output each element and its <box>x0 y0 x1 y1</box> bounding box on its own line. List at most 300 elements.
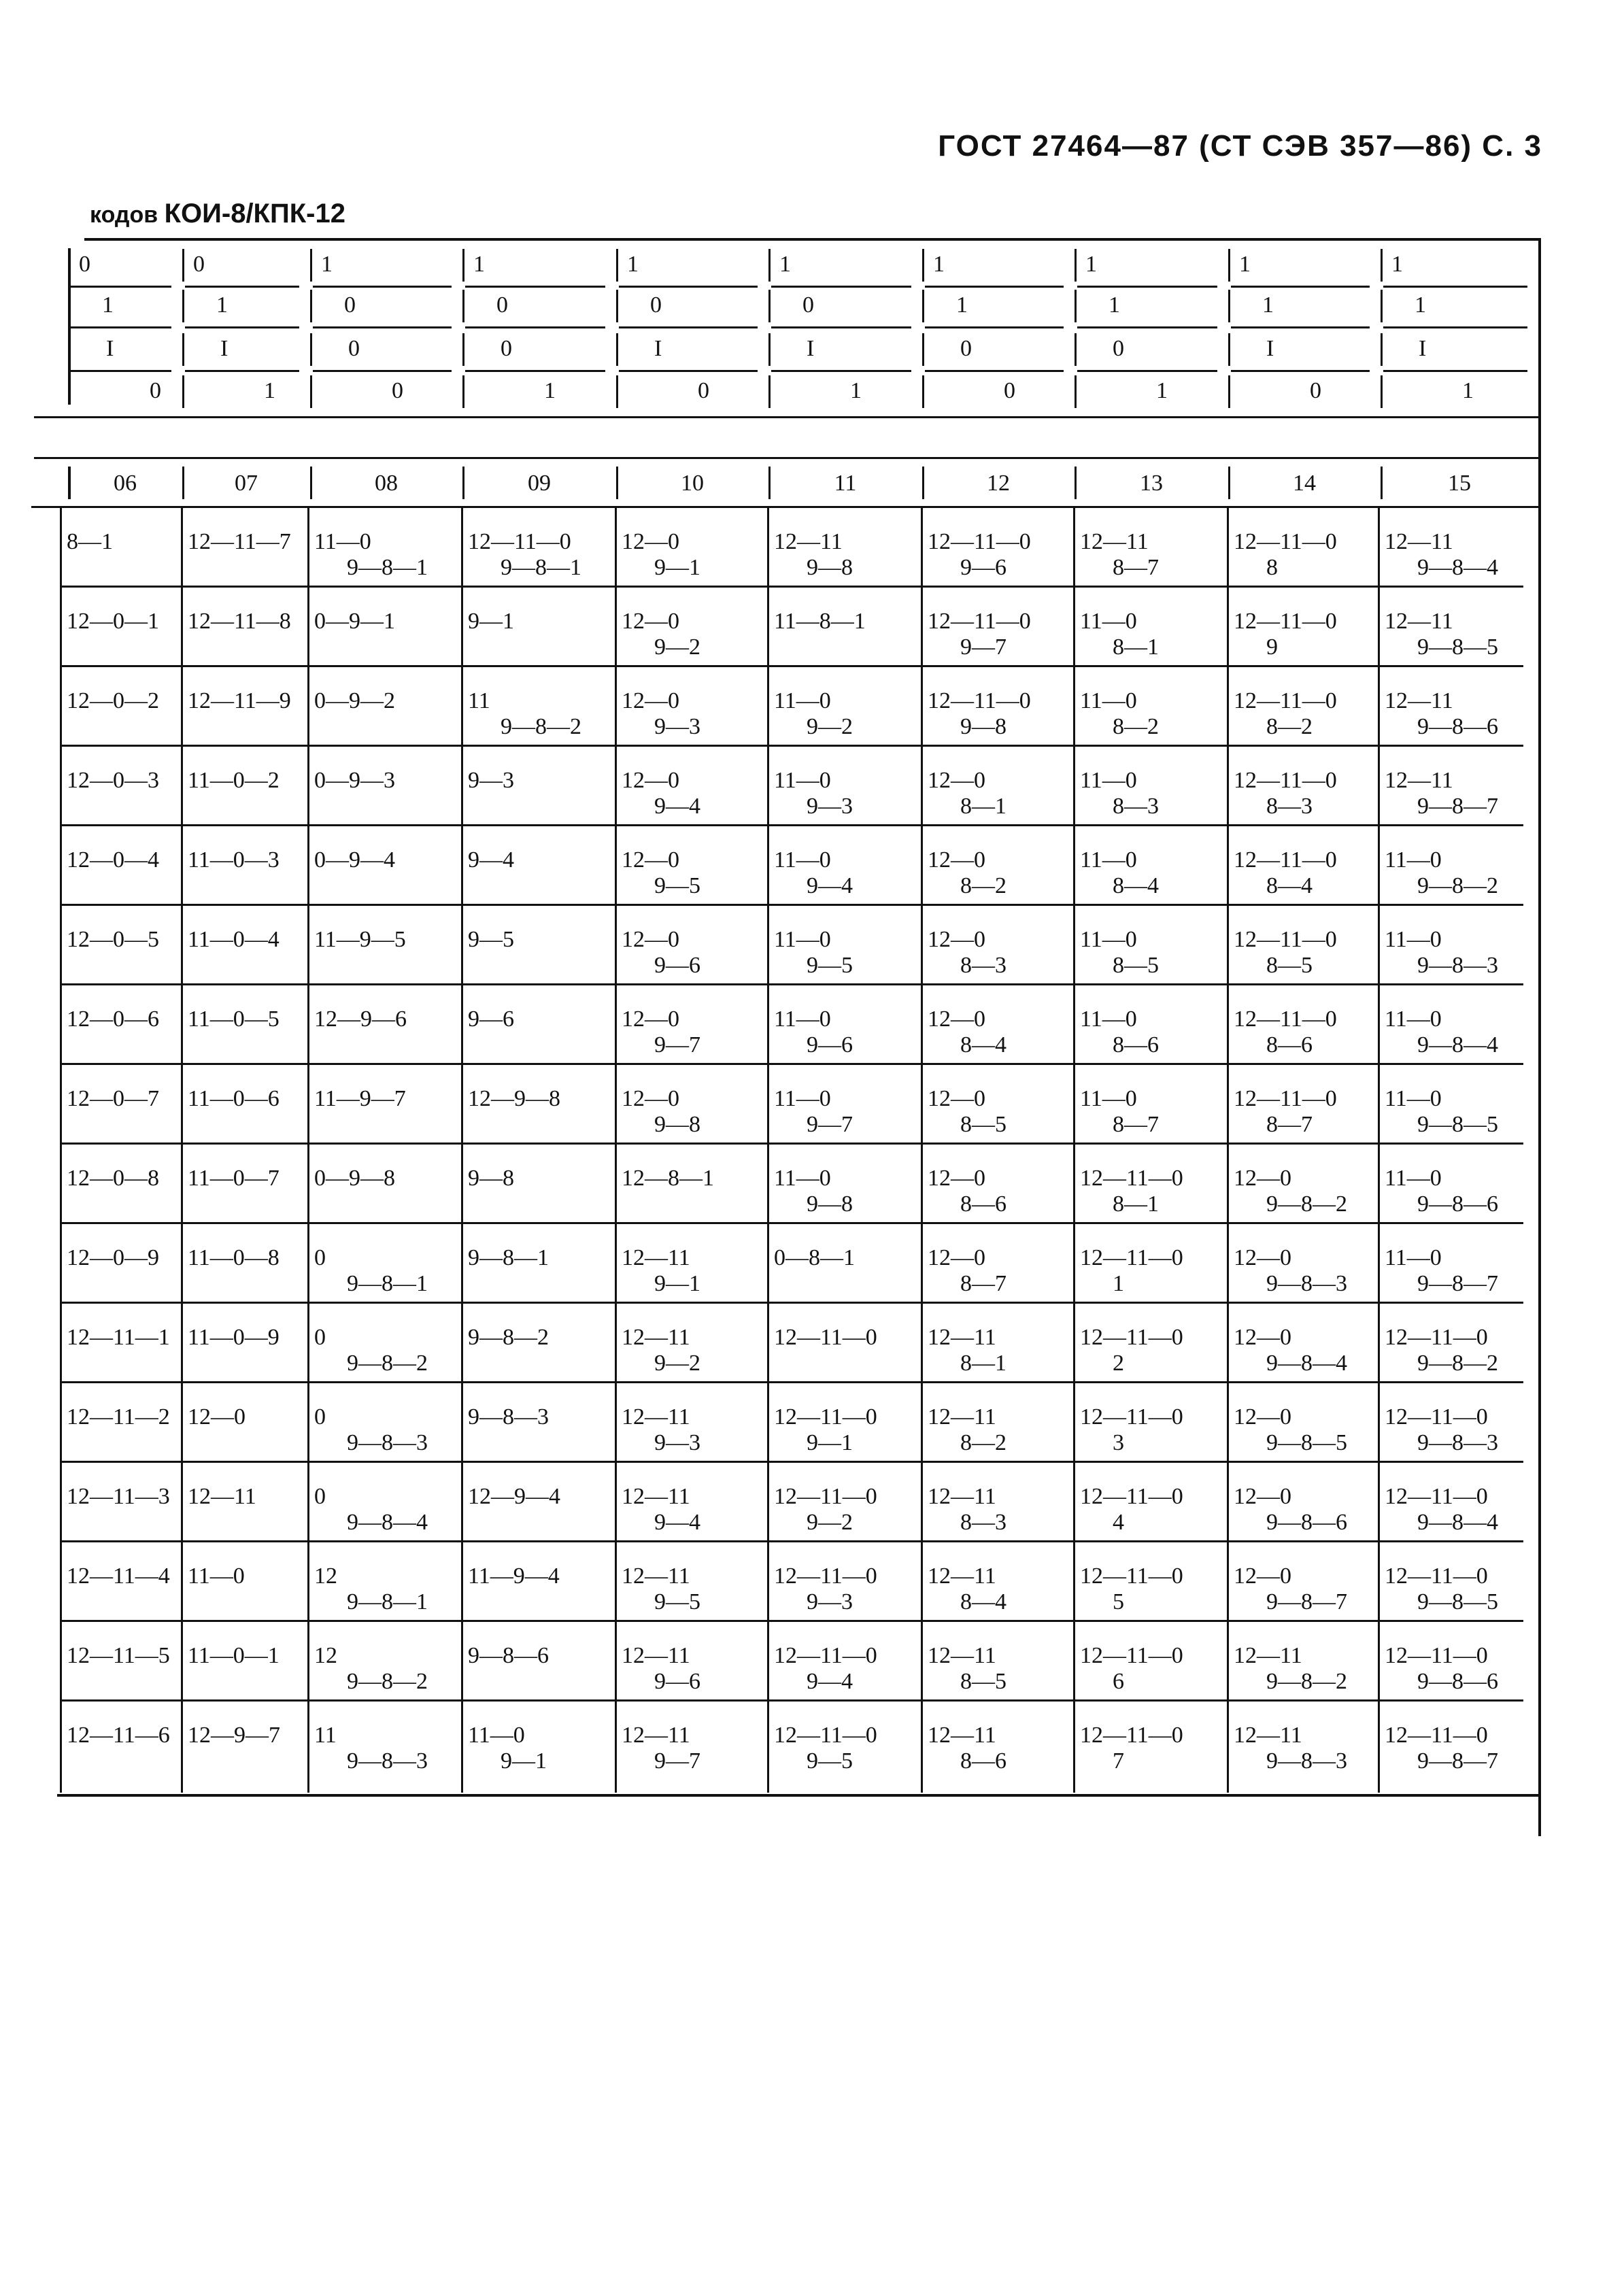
code-cell <box>468 847 514 873</box>
bit-underline <box>771 326 911 328</box>
column-number: 07 <box>235 471 258 496</box>
bit-divider <box>922 290 924 322</box>
code-line-1: 12—9—8 <box>468 1086 560 1111</box>
code-cell <box>188 1086 280 1112</box>
code-line-1: 11—0 <box>1080 927 1137 952</box>
code-line-2: 9—8—7 <box>1417 1748 1498 1774</box>
column-number-divider <box>182 467 184 499</box>
caption-name: КОИ-8/КПК-12 <box>164 199 345 228</box>
code-cell <box>67 1325 170 1351</box>
code-cell <box>314 927 406 953</box>
code-cell <box>1080 1166 1183 1217</box>
code-cell <box>314 1643 428 1695</box>
bit-value: 0 <box>344 292 356 318</box>
code-line-1: 12—11—0 <box>774 1643 877 1668</box>
code-cell <box>67 529 113 555</box>
code-line-2: 9—8—4 <box>347 1510 428 1535</box>
bit-value: 1 <box>1262 292 1274 318</box>
code-cell <box>774 1166 853 1217</box>
code-cell <box>314 1404 428 1456</box>
code-cell <box>67 1245 159 1271</box>
code-line-2: 9—8—7 <box>1417 794 1498 819</box>
bit-value: 1 <box>544 378 556 403</box>
code-cell <box>188 927 280 953</box>
code-cell <box>188 1723 280 1748</box>
code-line-2: 8—6 <box>960 1191 1006 1217</box>
bit-underline <box>925 326 1064 328</box>
bit-divider <box>1381 249 1383 282</box>
column-number: 12 <box>987 471 1010 496</box>
code-cell <box>1234 1643 1347 1695</box>
code-cell <box>1080 1723 1183 1774</box>
code-line-1: 12—0 <box>928 1245 985 1270</box>
code-line-1: 12—11 <box>928 1563 996 1589</box>
grid-row-line <box>60 665 1523 667</box>
code-cell <box>1080 1325 1183 1376</box>
code-cell <box>928 927 1006 979</box>
code-line-1: 12—11—5 <box>67 1643 170 1668</box>
bit-divider <box>1381 375 1383 408</box>
code-cell <box>1234 1006 1337 1058</box>
code-line-2: 9—3 <box>654 1430 700 1455</box>
code-line-1: 11—0 <box>1080 688 1137 713</box>
code-cell <box>1234 1245 1347 1297</box>
code-line-2: 9—7 <box>960 634 1006 660</box>
bit-value: I <box>807 336 815 361</box>
code-cell <box>1234 1325 1347 1376</box>
bit-underline <box>71 326 171 328</box>
code-line-2: 9—8—4 <box>1417 1510 1498 1535</box>
code-cell <box>622 1404 700 1456</box>
code-line-2: 9—8—4 <box>1417 1032 1498 1057</box>
bit-value: 1 <box>1085 252 1097 277</box>
code-cell <box>1234 1484 1347 1536</box>
code-cell <box>774 529 853 581</box>
code-line-2: 9—2 <box>807 1510 853 1535</box>
code-line-1: 12—11—0 <box>1080 1484 1183 1509</box>
code-line-2: 9—8—5 <box>1417 634 1498 660</box>
column-number-divider <box>1228 467 1230 499</box>
grid-row-line <box>60 1381 1523 1383</box>
bit-divider <box>768 290 771 322</box>
num-bottom-rule <box>31 506 1540 508</box>
code-cell <box>1385 1563 1498 1615</box>
code-line-1: 12—0—1 <box>67 609 159 634</box>
column-number-divider <box>1075 467 1077 499</box>
code-cell <box>774 768 853 819</box>
code-cell <box>188 1404 246 1430</box>
code-line-2: 9—8 <box>654 1112 700 1137</box>
bit-value: 0 <box>1113 336 1124 361</box>
code-cell <box>1080 1086 1159 1138</box>
code-cell <box>622 1563 700 1615</box>
code-line-2: 7 <box>1113 1748 1124 1774</box>
code-cell <box>1234 1166 1347 1217</box>
code-cell <box>67 1166 159 1191</box>
bit-value: 1 <box>1462 378 1474 403</box>
code-line-2: 8—1 <box>960 1351 1006 1376</box>
code-line-2: 8—1 <box>960 794 1006 819</box>
code-cell <box>1385 1166 1498 1217</box>
code-line-2: 8—1 <box>1113 1191 1159 1217</box>
code-line-1: 12 <box>314 1563 337 1589</box>
code-line-1: 12—11—0 <box>774 1325 877 1350</box>
code-line-1: 12—11 <box>1385 688 1453 713</box>
code-cell <box>774 1086 853 1138</box>
bit-value: 0 <box>150 378 161 403</box>
code-line-1: 12—0 <box>928 768 985 793</box>
num-top-rule <box>34 457 1540 459</box>
code-line-1: 12—11 <box>928 1484 996 1509</box>
code-line-2: 8 <box>1266 555 1278 580</box>
code-line-1: 12—11 <box>928 1325 996 1350</box>
code-line-1: 12—11—2 <box>67 1404 170 1429</box>
bit-divider <box>1228 375 1230 408</box>
code-cell <box>1385 1484 1498 1536</box>
bit-divider <box>1075 290 1077 322</box>
code-line-2: 9—8—5 <box>1266 1430 1347 1455</box>
code-line-1: 12—11—0 <box>1234 847 1337 873</box>
code-line-1: 0—9—4 <box>314 847 395 873</box>
code-line-2: 9—5 <box>807 953 853 978</box>
bit-divider <box>182 375 184 408</box>
code-line-1: 12—0—6 <box>67 1006 159 1032</box>
code-line-2: 9—6 <box>654 1669 700 1694</box>
code-cell <box>314 1245 428 1297</box>
code-line-1: 11—0—6 <box>188 1086 280 1111</box>
bit-value: 0 <box>496 292 508 318</box>
column-number: 09 <box>528 471 551 496</box>
code-line-2: 9—8—3 <box>1417 953 1498 978</box>
code-line-2: 2 <box>1113 1351 1124 1376</box>
code-cell <box>774 847 853 899</box>
code-cell <box>774 927 853 979</box>
bit-value: 1 <box>1156 378 1168 403</box>
bit-underline <box>465 326 605 328</box>
code-cell <box>622 1484 700 1536</box>
code-cell <box>468 1245 549 1271</box>
code-line-2: 9—7 <box>654 1032 700 1057</box>
grid-row-line <box>60 1461 1523 1463</box>
code-cell <box>1385 609 1498 660</box>
code-line-1: 12—11 <box>1385 609 1453 634</box>
code-line-1: 12—0—8 <box>67 1166 159 1191</box>
bit-divider <box>1228 290 1230 322</box>
code-cell <box>1080 927 1159 979</box>
bit-divider <box>922 249 924 282</box>
code-line-2: 9—4 <box>807 1669 853 1694</box>
bit-divider <box>462 249 464 282</box>
code-line-2: 6 <box>1113 1669 1124 1694</box>
code-line-1: 12—0 <box>928 847 985 873</box>
code-cell <box>1234 847 1337 899</box>
code-line-1: 11—0 <box>1080 609 1137 634</box>
grid-row-line <box>60 824 1523 826</box>
grid-column-line <box>1073 506 1075 1793</box>
bit-divider <box>1228 249 1230 282</box>
code-line-1: 12—11—0 <box>468 529 571 554</box>
code-line-2: 9—2 <box>654 634 700 660</box>
code-line-2: 9—8—2 <box>347 1669 428 1694</box>
code-line-1: 11—0 <box>1385 847 1442 873</box>
code-line-1: 12—0 <box>928 927 985 952</box>
code-line-1: 12—11—6 <box>67 1723 170 1748</box>
bit-underline <box>1077 326 1217 328</box>
code-line-1: 12—0 <box>622 1086 679 1111</box>
code-cell <box>468 1086 560 1112</box>
code-line-1: 12—11—0 <box>774 1484 877 1509</box>
code-line-1: 11—0 <box>774 1166 831 1191</box>
code-line-2: 8—5 <box>1266 953 1313 978</box>
code-cell <box>1385 1006 1498 1058</box>
bit-underline <box>1231 326 1370 328</box>
code-cell <box>1385 1245 1498 1297</box>
bit-divider <box>462 290 464 322</box>
code-cell <box>1080 688 1159 740</box>
code-cell <box>468 1404 549 1430</box>
code-cell <box>1385 688 1498 740</box>
code-line-1: 12—0—7 <box>67 1086 159 1111</box>
code-line-2: 9—7 <box>807 1112 853 1137</box>
bit-divider <box>310 375 312 408</box>
code-cell <box>774 1325 877 1351</box>
code-line-1: 12—0 <box>928 1086 985 1111</box>
code-line-1: 12—0 <box>1234 1563 1291 1589</box>
code-line-2: 9 <box>1266 634 1278 660</box>
code-line-2: 9—8—1 <box>347 555 428 580</box>
code-cell <box>928 1245 1006 1297</box>
code-line-1: 11—0 <box>1385 1086 1442 1111</box>
code-line-2: 9—7 <box>654 1748 700 1774</box>
code-line-1: 12—9—4 <box>468 1484 560 1509</box>
code-cell <box>314 1563 428 1615</box>
bit-value: 1 <box>627 252 639 277</box>
column-number: 08 <box>375 471 398 496</box>
code-cell <box>1080 609 1159 660</box>
column-number: 15 <box>1448 471 1471 496</box>
code-cell <box>188 1643 280 1669</box>
code-line-1: 11—9—5 <box>314 927 406 952</box>
code-line-1: 12—11 <box>1385 529 1453 554</box>
code-line-2: 1 <box>1113 1271 1124 1296</box>
code-line-2: 8—7 <box>960 1271 1006 1296</box>
code-line-2: 8—7 <box>1113 1112 1159 1137</box>
code-line-1: 12—11—0 <box>1080 1563 1183 1589</box>
bit-underline <box>619 326 758 328</box>
bit-value: 1 <box>956 292 968 318</box>
bit-underline <box>925 370 1064 372</box>
bit-value: 1 <box>216 292 228 318</box>
code-line-1: 0—9—1 <box>314 609 395 634</box>
code-line-1: 0—9—3 <box>314 768 395 793</box>
column-number: 06 <box>114 471 137 496</box>
code-cell <box>1234 529 1337 581</box>
code-cell <box>1385 1723 1498 1774</box>
code-line-1: 0 <box>314 1325 326 1350</box>
bit-value: 0 <box>79 252 90 277</box>
code-line-1: 9—6 <box>468 1006 514 1032</box>
code-line-1: 12—11—0 <box>1234 688 1337 713</box>
code-cell <box>314 688 395 714</box>
bit-divider <box>462 375 464 408</box>
code-cell <box>468 1484 560 1510</box>
code-cell <box>1080 847 1159 899</box>
bit-divider <box>1075 333 1077 366</box>
code-cell <box>1080 1643 1183 1695</box>
bit-divider <box>310 333 312 366</box>
code-line-1: 12—11 <box>774 529 843 554</box>
code-line-2: 8—7 <box>1113 555 1159 580</box>
code-line-1: 12—11—7 <box>188 529 291 554</box>
code-line-1: 11—0 <box>1385 1245 1442 1270</box>
code-line-2: 9—8—4 <box>1266 1351 1347 1376</box>
bit-value: 1 <box>1415 292 1426 318</box>
code-cell <box>468 1563 560 1589</box>
bit-underline <box>1383 326 1527 328</box>
code-cell <box>67 688 159 714</box>
code-cell <box>188 1006 280 1032</box>
code-cell <box>622 1166 714 1191</box>
bit-value: 1 <box>473 252 485 277</box>
code-line-1: 12—11—1 <box>67 1325 170 1350</box>
bit-value: 0 <box>1310 378 1321 403</box>
code-cell <box>622 1086 700 1138</box>
code-cell <box>67 1006 159 1032</box>
code-cell <box>1385 1404 1498 1456</box>
code-line-1: 11—9—4 <box>468 1563 560 1589</box>
code-line-1: 12—11—0 <box>928 688 1031 713</box>
bit-divider <box>768 333 771 366</box>
code-cell <box>1385 847 1498 899</box>
bit-value: 0 <box>650 292 662 318</box>
code-line-2: 9—8—3 <box>347 1430 428 1455</box>
code-cell <box>622 768 700 819</box>
code-cell <box>468 609 514 634</box>
code-line-1: 11—9—7 <box>314 1086 406 1111</box>
code-cell <box>928 1563 1006 1615</box>
code-line-1: 12—0 <box>622 768 679 793</box>
code-line-1: 12—11—0 <box>1080 1404 1183 1429</box>
code-line-1: 12—0 <box>1234 1245 1291 1270</box>
bit-value: 0 <box>193 252 205 277</box>
code-line-1: 11—0—1 <box>188 1643 280 1668</box>
code-cell <box>622 1006 700 1058</box>
code-cell <box>774 1006 853 1058</box>
grid-row-line <box>60 1142 1523 1145</box>
column-number: 14 <box>1293 471 1316 496</box>
code-line-1: 12—11—0 <box>1234 927 1337 952</box>
code-cell <box>314 768 395 794</box>
code-line-2: 8—6 <box>1266 1032 1313 1057</box>
code-cell <box>188 1245 280 1271</box>
bit-underline <box>313 326 452 328</box>
code-cell <box>314 529 428 581</box>
code-cell <box>314 609 395 634</box>
code-line-1: 12—11—0 <box>774 1723 877 1748</box>
code-line-1: 12—11 <box>188 1484 256 1509</box>
bit-underline <box>1383 286 1527 288</box>
bit-divider <box>310 290 312 322</box>
code-cell <box>67 927 159 953</box>
grid-row-line <box>60 1699 1523 1702</box>
code-cell <box>928 1325 1006 1376</box>
code-line-2: 9—3 <box>807 1589 853 1614</box>
code-line-1: 11—0 <box>1080 1086 1137 1111</box>
code-line-1: 12—11—0 <box>1080 1643 1183 1668</box>
bit-value: I <box>1266 336 1274 361</box>
grid-row-line <box>60 983 1523 985</box>
code-cell <box>468 768 514 794</box>
code-line-1: 9—4 <box>468 847 514 873</box>
code-line-2: 8—2 <box>1113 714 1159 739</box>
code-cell <box>1080 1245 1183 1297</box>
code-line-1: 12—0 <box>622 688 679 713</box>
code-line-2: 9—6 <box>807 1032 853 1057</box>
code-cell <box>1080 1484 1183 1536</box>
bit-divider <box>922 333 924 366</box>
bit-divider <box>1075 375 1077 408</box>
code-cell <box>67 1643 170 1669</box>
code-line-2: 9—1 <box>654 1271 700 1296</box>
code-cell <box>928 1723 1006 1774</box>
code-line-2: 9—3 <box>807 794 853 819</box>
code-line-2: 9—4 <box>654 794 700 819</box>
code-line-2: 9—8—1 <box>501 555 581 580</box>
code-line-1: 12—0 <box>928 1006 985 1032</box>
bit-underline <box>771 286 911 288</box>
code-cell <box>188 847 280 873</box>
code-cell <box>622 927 700 979</box>
code-line-1: 0 <box>314 1484 326 1509</box>
code-line-2: 8—2 <box>960 1430 1006 1455</box>
bit-underline <box>1383 370 1527 372</box>
grid-row-line <box>60 745 1523 747</box>
code-cell <box>188 1484 256 1510</box>
bit-underline <box>185 326 299 328</box>
bit-divider <box>616 290 618 322</box>
code-line-2: 9—8—2 <box>347 1351 428 1376</box>
code-cell <box>774 1643 877 1695</box>
bit-divider <box>182 290 184 322</box>
code-cell <box>622 1325 700 1376</box>
code-line-2: 9—8—2 <box>1417 1351 1498 1376</box>
code-cell <box>1234 1563 1347 1615</box>
code-line-2: 8—3 <box>1113 794 1159 819</box>
code-line-2: 9—8—4 <box>1417 555 1498 580</box>
code-line-2: 8—4 <box>1266 873 1313 898</box>
code-cell <box>1080 1404 1183 1456</box>
code-line-2: 8—3 <box>1266 794 1313 819</box>
code-line-2: 8—4 <box>960 1589 1006 1614</box>
bit-underline <box>185 286 299 288</box>
bit-underline <box>71 370 171 372</box>
code-line-2: 9—8—2 <box>1266 1669 1347 1694</box>
code-cell <box>67 847 159 873</box>
code-line-1: 12—0 <box>1234 1404 1291 1429</box>
code-line-2: 8—6 <box>1113 1032 1159 1057</box>
bit-divider <box>616 333 618 366</box>
code-line-1: 11—0 <box>1080 847 1137 873</box>
grid-column-line <box>767 506 769 1793</box>
code-line-2: 9—8—6 <box>1417 714 1498 739</box>
code-cell <box>1234 609 1337 660</box>
code-line-1: 12—11 <box>622 1723 690 1748</box>
grid-column-line <box>181 506 183 1793</box>
code-line-2: 9—3 <box>654 714 700 739</box>
code-line-2: 9—8 <box>960 714 1006 739</box>
code-line-2: 9—8—5 <box>1417 1112 1498 1137</box>
code-line-1: 12—11—0 <box>1080 1166 1183 1191</box>
